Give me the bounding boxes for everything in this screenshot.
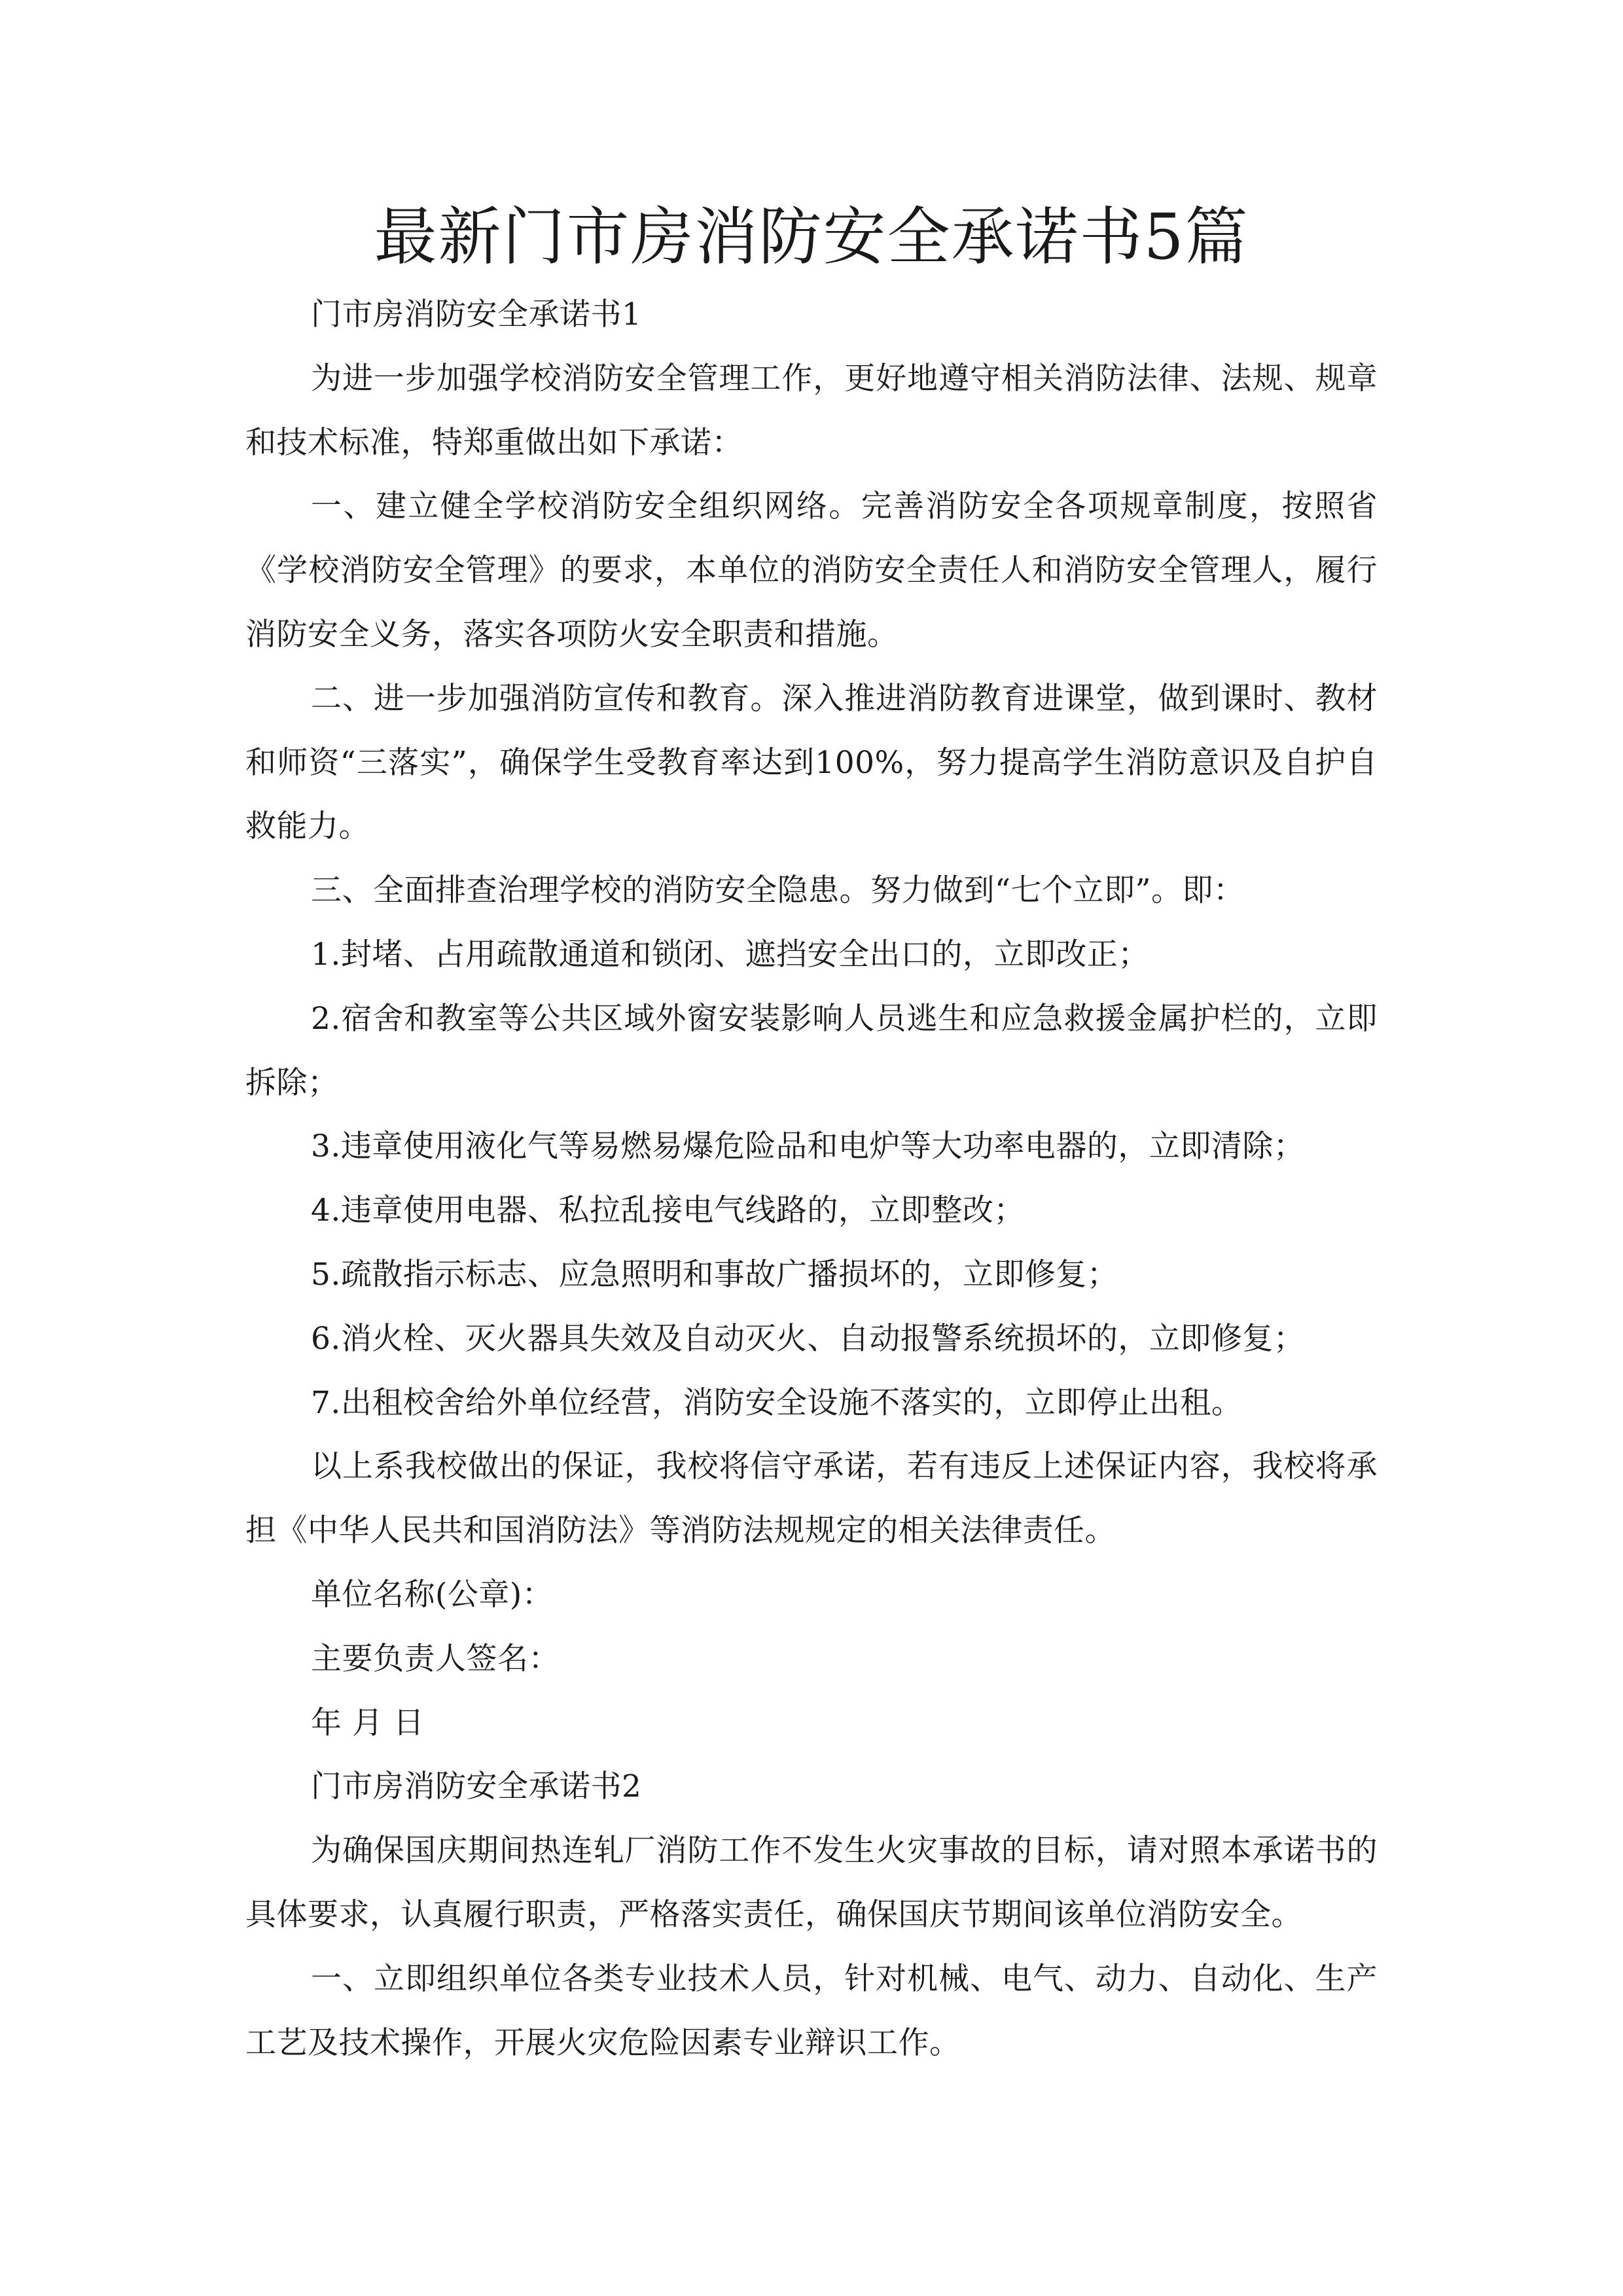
commitment-item-2-1: 一、立即组织单位各类专业技术人员，针对机械、电气、动力、自动化、生产工艺及技术操作，开展火灾危险因素专业辩识工作。 <box>245 1960 1378 2061</box>
signatory-label: 主要负责人签名： <box>311 1640 560 1677</box>
document-title: 最新门市房消防安全承诺书5篇 <box>374 200 1249 274</box>
list-item-3: 3.违章使用液化气等易燃易爆危险品和电炉等大功率电器的，立即清除； <box>311 1128 1305 1165</box>
pledge-statement: 以上系我校做出的保证，我校将信守承诺，若有违反上述保证内容，我校将承担《中华人民共和国消防法》等消防法规规定的相关法律责任。 <box>245 1448 1378 1549</box>
list-item-1: 1.封堵、占用疏散通道和锁闭、遮挡安全出口的，立即改正； <box>311 936 1149 973</box>
commitment-item-1: 一、建立健全学校消防安全组织网络。完善消防安全各项规章制度，按照省《学校消防安全管理》的要求，本单位的消防安全责任人和消防安全管理人，履行消防安全义务，落实各项防火安全职责和措施。 <box>245 488 1378 653</box>
date-label: 年 月 日 <box>311 1704 425 1741</box>
intro-paragraph-2: 为确保国庆期间热连轧厂消防工作不发生火灾事故的目标，请对照本承诺书的具体要求，认真履行职责，严格落实责任，确保国庆节期间该单位消防安全。 <box>245 1833 1378 1933</box>
commitment-item-3: 三、全面排查治理学校的消防安全隐患。努力做到“七个立即”。即： <box>311 872 1245 909</box>
list-item-6: 6.消火栓、灭火器具失效及自动灭火、自动报警系统损坏的，立即修复； <box>311 1320 1305 1357</box>
section-heading-2: 门市房消防安全承诺书2 <box>311 1768 642 1805</box>
list-item-2: 2.宿舍和教室等公共区域外窗安装影响人员逃生和应急救援金属护栏的，立即拆除； <box>245 1000 1378 1101</box>
document-body <box>245 283 1378 2075</box>
list-item-5: 5.疏散指示标志、应急照明和事故广播损坏的，立即修复； <box>311 1256 1118 1293</box>
intro-paragraph: 为进一步加强学校消防安全管理工作，更好地遵守相关消防法律、法规、规章和技术标准，特郑重做出如下承诺： <box>245 360 1378 461</box>
list-item-7: 7.出租校舍给外单位经营，消防安全设施不落实的，立即停止出租。 <box>311 1384 1243 1421</box>
commitment-item-2: 二、进一步加强消防宣传和教育。深入推进消防教育进课堂，做到课时、教材和师资“三落实”，确保学生受教育率达到100%，努力提高学生消防意识及自护自救能力。 <box>245 680 1378 845</box>
list-item-4: 4.违章使用电器、私拉乱接电气线路的，立即整改； <box>311 1193 1025 1229</box>
unit-name-label: 单位名称(公章)： <box>311 1576 554 1613</box>
section-heading-1: 门市房消防安全承诺书1 <box>311 296 642 332</box>
